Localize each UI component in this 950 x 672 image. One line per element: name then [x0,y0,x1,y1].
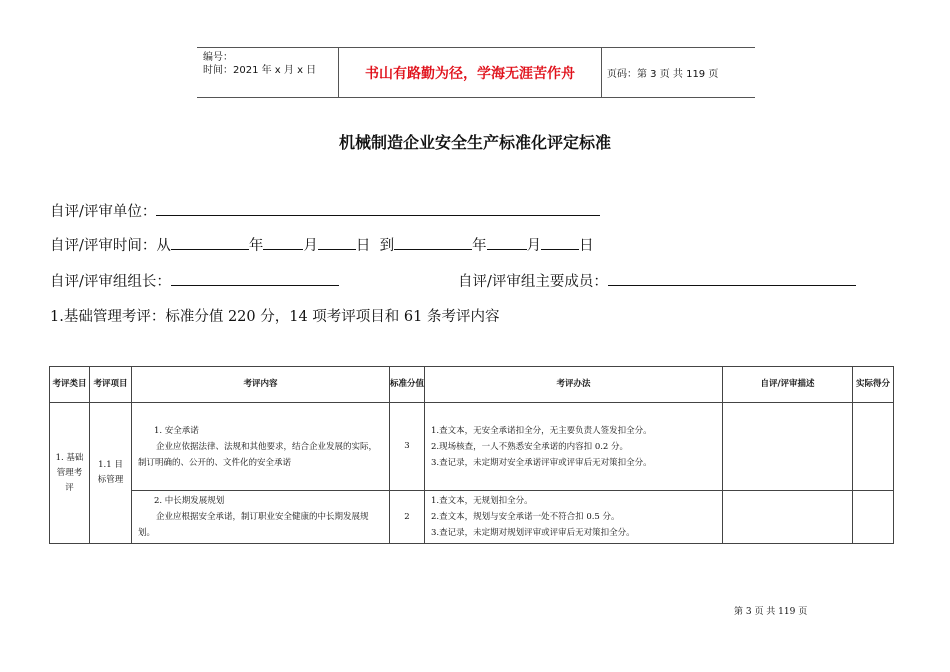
unit-field [50,200,600,221]
method-cell [425,491,723,544]
blank [487,235,527,250]
members-label: 自评/评审组主要成员： [458,274,608,290]
table-row [50,491,894,544]
actual-score-cell[interactable] [853,403,894,491]
year-label: 年 [248,238,264,254]
number-label: 编号： [203,52,233,63]
col-header: 考评内容 [132,367,390,403]
blank [263,235,303,250]
evaluation-table [49,366,894,544]
time-field [50,234,594,255]
col-header: 考评办法 [425,367,723,403]
content-title: 2. 中长期发展规划 [154,496,225,506]
method-cell [425,403,723,491]
leader-label: 自评/评审组组长： [50,274,171,290]
document-header [197,47,755,98]
col-header: 标准分值 [390,367,425,403]
leader-blank [171,271,339,286]
table-header-row [50,367,894,403]
method-line: 3.查记录，未定期对安全承诺评审或评审后无对策扣全分。 [431,457,652,468]
members-field [458,270,856,291]
day-label: 日 [579,238,594,254]
table-row [50,403,894,491]
unit-blank [156,201,600,216]
col-header: 实际得分 [853,367,894,403]
content-cell [132,403,390,491]
actual-score-cell[interactable] [853,491,894,544]
col-header: 考评类目 [50,367,90,403]
time-label: 自评/评审时间：从 [50,238,171,254]
item-cell: 1.1 目标管理 [90,403,132,544]
method-line: 3.查记录，未定期对规划评审或评审后无对策扣全分。 [431,528,635,538]
to-label: 到 [379,238,395,254]
content-body: 企业应根据安全承诺，制订职业安全健康的中长期发展规划。 [138,512,369,538]
col-header: 自评/评审描述 [723,367,853,403]
method-line: 2.查文本，规划与安全承诺一处不符合扣 0.5 分。 [431,512,620,522]
day-label: 日 [355,238,371,254]
section-heading: 1.基础管理考评：标准分值 220 分，14 项考评项目和 61 条考评内容 [50,309,500,325]
members-blank [608,271,856,286]
content-cell [132,491,390,544]
unit-label: 自评/评审单位： [50,204,157,220]
date-label: 时间：2021 年 x 月 x 日 [203,65,317,76]
header-page-info: 页码：第 3 页 共 119 页 [607,69,719,80]
review-description-cell[interactable] [723,491,853,544]
review-description-cell[interactable] [723,403,853,491]
score-cell: 3 [390,403,425,491]
month-label: 月 [526,238,542,254]
month-label: 月 [303,238,318,254]
header-motto: 书山有路勤为径，学海无涯苦作舟 [339,48,602,97]
year-label: 年 [472,238,487,254]
blank [171,235,249,250]
col-header: 考评项目 [90,367,132,403]
content-body: 企业应依据法律、法规和其他要求，结合企业发展的实际，制订明确的、公开的、文件化的安全承诺 [138,441,378,468]
header-meta [197,48,339,97]
method-line: 2.现场核查，一人不熟悉安全承诺的内容扣 0.2 分。 [431,441,629,452]
score-cell: 2 [390,491,425,544]
blank [541,235,579,250]
blank [318,235,356,250]
document-title: 机械制造企业安全生产标准化评定标准 [338,133,611,152]
category-cell: 1. 基础管理考评 [50,403,90,544]
content-title: 1. 安全承诺 [154,425,199,436]
page-footer: 第 3 页 共 119 页 [734,607,808,617]
method-line: 1.查文本，无规划扣全分。 [431,496,533,506]
method-line: 1.查文本，无安全承诺扣全分，无主要负责人签发扣全分。 [431,425,652,436]
leader-field [50,270,339,291]
blank [394,235,472,250]
